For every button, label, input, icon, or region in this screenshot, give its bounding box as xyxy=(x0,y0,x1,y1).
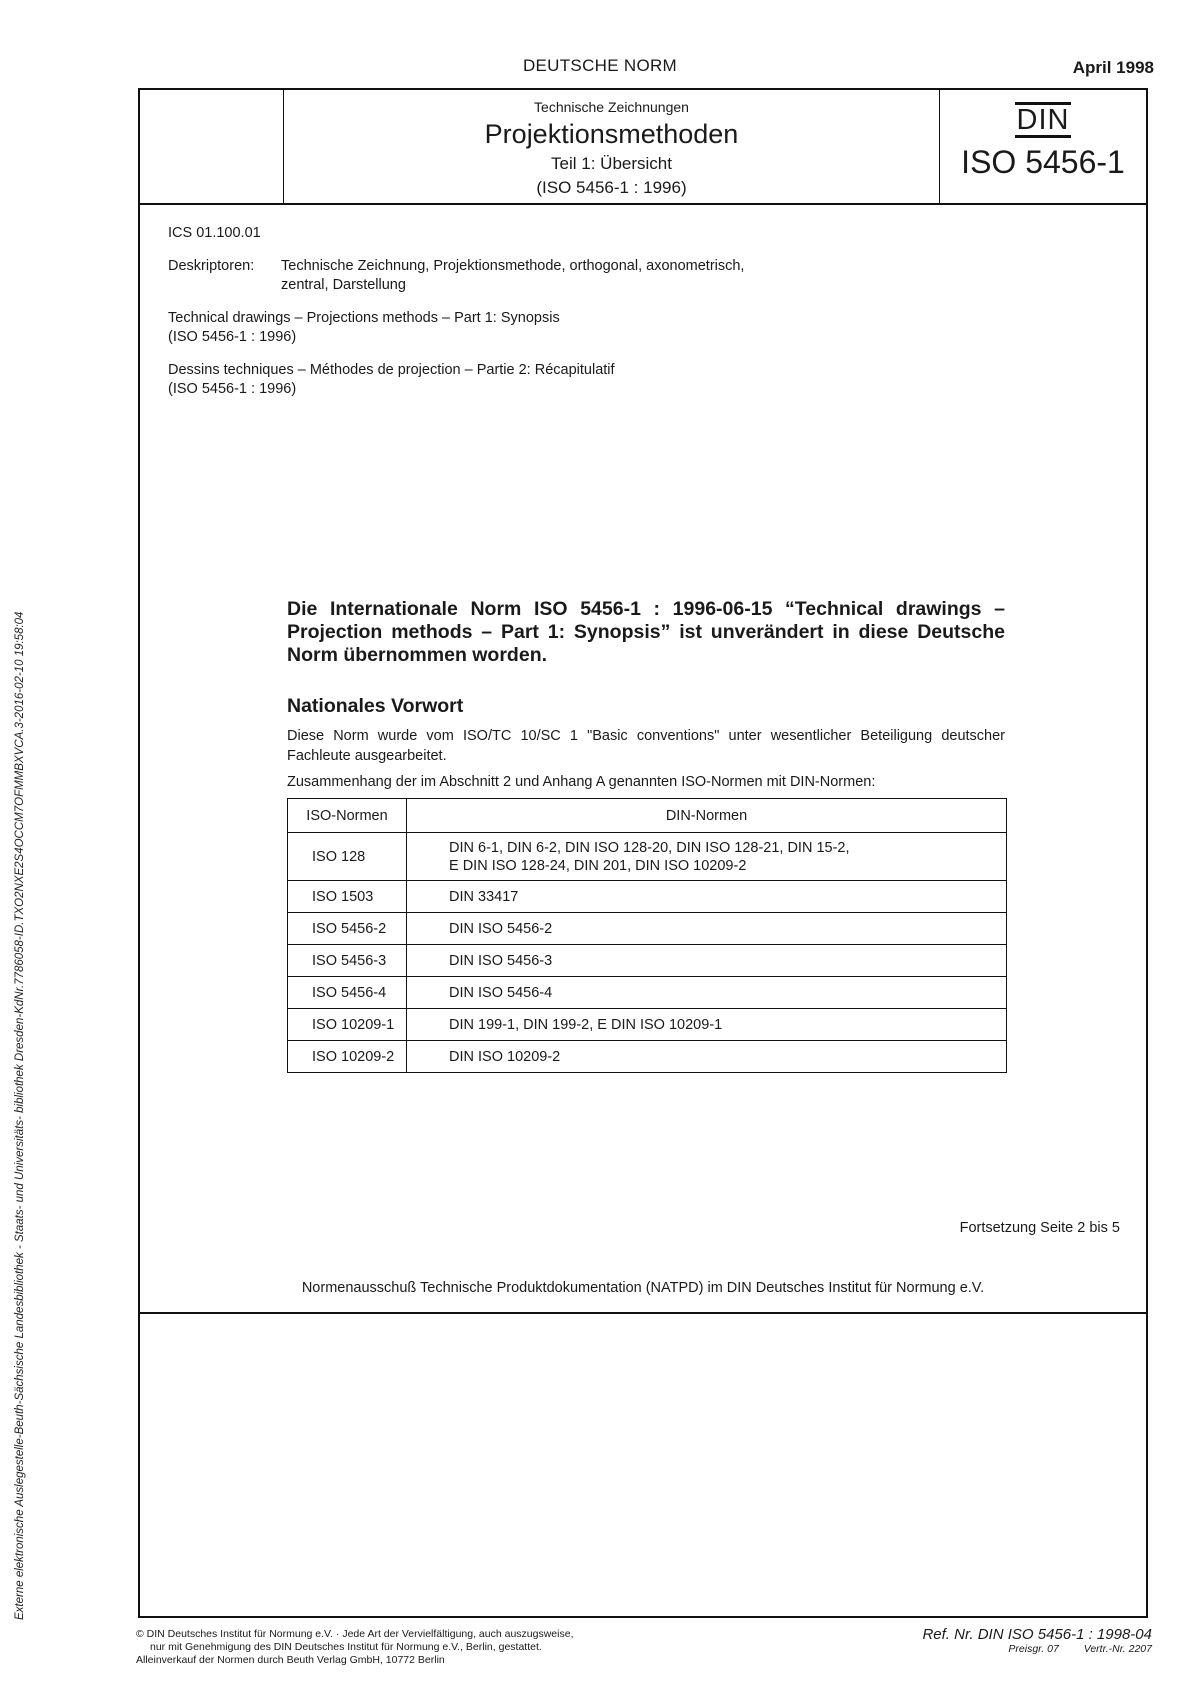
adoption-statement: Die Internationale Norm ISO 5456-1 : 1996-06-15 “Technical drawings – Projection methods – Part 1: Synopsis” ist unverändert in diese Deutsche Norm übernommen worden. xyxy=(287,598,1005,666)
table-row xyxy=(288,881,1007,913)
english-title-ref: (ISO 5456-1 : 1996) xyxy=(168,329,297,345)
din-cell: DIN ISO 10209-2 xyxy=(407,1041,1007,1073)
subject-area: Technische Zeichnungen xyxy=(534,99,689,115)
vertical-watermark-note: Externe elektronische Auslegestelle-Beuth-Sächsische Landesbibliothek - Staats- und Universitäts- bibliothek Dresden-KdNr.7786058-ID.TXO2NXE2S4OCCM7OFMMBXVCA.3-2016-02-10 19:58:04 xyxy=(14,611,26,1620)
descriptors-values xyxy=(281,257,744,295)
iso-cell: ISO 128 xyxy=(288,833,407,881)
english-title-text: Technical drawings – Projections methods – Part 1: Synopsis xyxy=(168,310,560,326)
table-row xyxy=(288,833,1007,881)
copyright-notice xyxy=(136,1628,573,1667)
iso-cell: ISO 5456-2 xyxy=(288,913,407,945)
descriptors xyxy=(168,257,1128,295)
document-type: DEUTSCHE NORM xyxy=(522,56,678,75)
din-cell: DIN ISO 5456-2 xyxy=(407,913,1007,945)
table-row xyxy=(288,945,1007,977)
copyright-line: Alleinverkauf der Normen durch Beuth Verlag GmbH, 10772 Berlin xyxy=(136,1654,445,1666)
national-foreword-heading: Nationales Vorwort xyxy=(287,695,464,717)
norms-table xyxy=(287,798,1007,1073)
continuation-note: Fortsetzung Seite 2 bis 5 xyxy=(959,1220,1120,1236)
din-cell: DIN 33417 xyxy=(407,881,1007,913)
reference-block xyxy=(922,1626,1152,1655)
price-group: Preisgr. 07 xyxy=(1008,1643,1059,1655)
din-logo: DIN xyxy=(1016,104,1070,136)
title-block xyxy=(140,90,1146,205)
english-title xyxy=(168,309,1128,347)
national-foreword-text: Diese Norm wurde vom ISO/TC 10/SC 1 "Basic conventions" unter wesentlicher Beteiligung deutscher Fachleute ausgearbeitet. xyxy=(287,728,1005,764)
descriptors-label: Deskriptoren: xyxy=(168,258,255,274)
title-block-empty-cell xyxy=(140,90,284,203)
din-cell: DIN 199-1, DIN 199-2, E DIN ISO 10209-1 xyxy=(407,1009,1007,1041)
column-header-iso: ISO-Normen xyxy=(288,799,407,833)
copyright-line: nur mit Genehmigung des DIN Deutsches Institut für Normung e.V., Berlin, gestattet. xyxy=(150,1641,542,1653)
table-row xyxy=(288,1009,1007,1041)
document-title: Projektionsmethoden xyxy=(484,119,739,149)
table-row xyxy=(288,1041,1007,1073)
table-row xyxy=(288,913,1007,945)
price-info xyxy=(922,1643,1152,1655)
table-intro: Zusammenhang der im Abschnitt 2 und Anhang A genannten ISO-Normen mit DIN-Normen: xyxy=(287,774,876,790)
din-cell: DIN ISO 5456-3 xyxy=(407,945,1007,977)
iso-reference: (ISO 5456-1 : 1996) xyxy=(536,178,687,197)
copyright-line: © DIN Deutsches Institut für Normung e.V. · Jede Art der Vervielfältigung, auch auszugsweise, xyxy=(136,1628,574,1640)
french-title-text: Dessins techniques – Méthodes de projection – Partie 2: Récapitulatif xyxy=(168,362,615,378)
iso-cell: ISO 10209-2 xyxy=(288,1041,407,1073)
table-header-row xyxy=(288,799,1007,833)
din-cell xyxy=(407,833,1007,881)
iso-cell: ISO 5456-3 xyxy=(288,945,407,977)
iso-cell: ISO 5456-4 xyxy=(288,977,407,1009)
descriptors-line: Technische Zeichnung, Projektionsmethode, orthogonal, axonometrisch, xyxy=(281,258,745,274)
standard-number: ISO 5456-1 xyxy=(961,144,1125,180)
part-title: Teil 1: Übersicht xyxy=(551,154,672,173)
french-title xyxy=(168,361,1128,399)
title-block-number-cell xyxy=(940,90,1146,203)
bottom-divider xyxy=(140,1312,1146,1314)
din-cell-line: DIN 6-1, DIN 6-2, DIN ISO 128-20, DIN ISO 128-21, DIN 15-2, xyxy=(449,839,850,856)
din-cell-line: E DIN ISO 128-24, DIN 201, DIN ISO 10209-2 xyxy=(449,857,747,874)
issue-date: April 1998 xyxy=(1072,58,1154,77)
descriptors-line: zentral, Darstellung xyxy=(281,277,406,293)
iso-cell: ISO 10209-1 xyxy=(288,1009,407,1041)
french-title-ref: (ISO 5456-1 : 1996) xyxy=(168,381,297,397)
din-cell: DIN ISO 5456-4 xyxy=(407,977,1007,1009)
ics-code: ICS 01.100.01 xyxy=(168,225,261,241)
committee-line: Normenausschuß Technische Produktdokumentation (NATPD) im DIN Deutsches Institut für Normung e.V. xyxy=(301,1280,985,1296)
sales-number: Vertr.-Nr. 2207 xyxy=(1083,1643,1152,1655)
reference-number: Ref. Nr. DIN ISO 5456-1 : 1998-04 xyxy=(922,1626,1152,1643)
column-header-din: DIN-Normen xyxy=(407,799,1007,833)
title-frame xyxy=(138,88,1148,1618)
metadata-section xyxy=(168,224,1128,413)
title-block-title-cell xyxy=(284,90,940,203)
iso-cell: ISO 1503 xyxy=(288,881,407,913)
table-row xyxy=(288,977,1007,1009)
